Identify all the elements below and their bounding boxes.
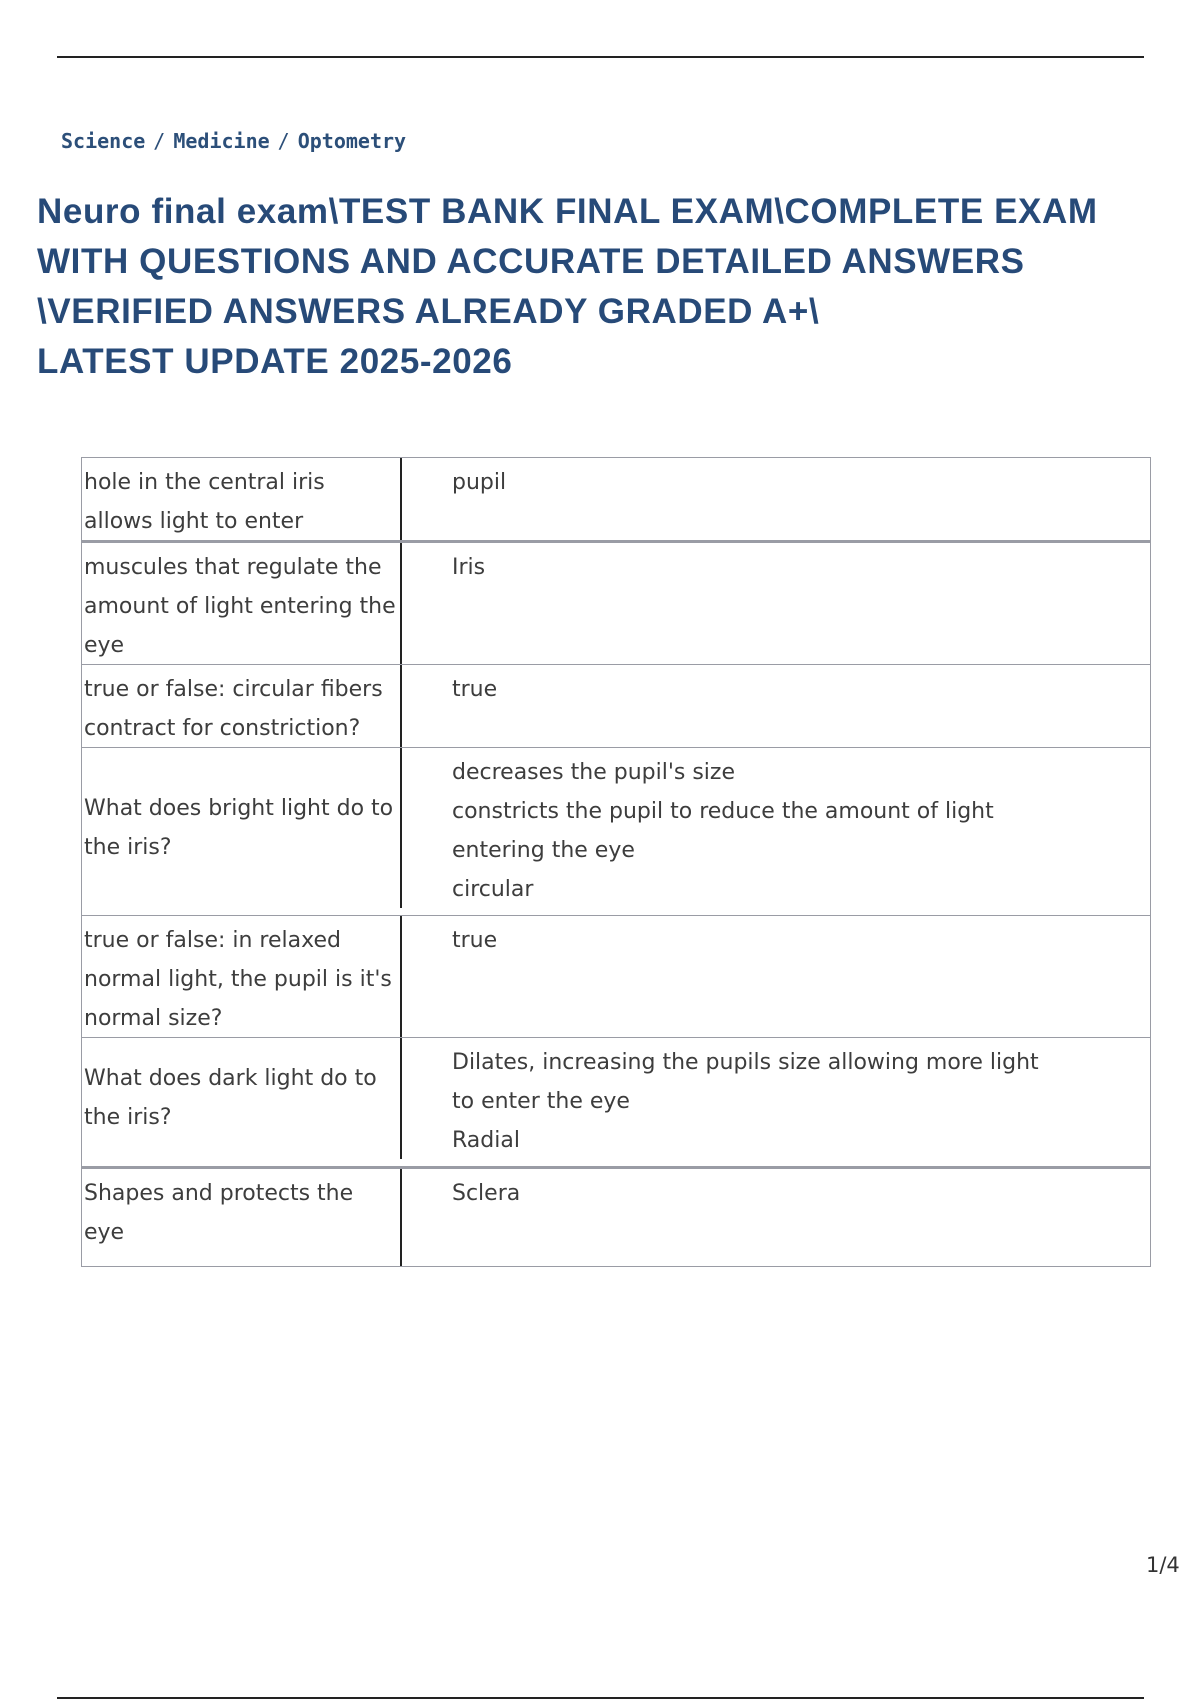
table-row [82, 458, 1151, 542]
answer-text: circular [452, 877, 534, 902]
table-row [82, 542, 1151, 665]
question-text: the iris? [84, 1105, 172, 1130]
answer-text: Radial [452, 1128, 520, 1153]
question-cell [82, 542, 403, 665]
document-title [37, 187, 1177, 387]
answer-text: Iris [452, 555, 486, 580]
breadcrumb-item-medicine[interactable]: Medicine [173, 129, 270, 153]
answer-text: true [452, 677, 498, 702]
question-text: normal light, the pupil is [84, 967, 353, 992]
question-text: it's normal size? [84, 967, 392, 1031]
qa-table [81, 457, 1151, 1267]
question-cell [82, 665, 403, 748]
question-cell [82, 916, 403, 1038]
question-text: What does dark light do to [84, 1066, 377, 1091]
answer-cell [402, 542, 1151, 665]
answer-text: to enter the eye [452, 1089, 630, 1114]
question-text: true or false: in relaxed [84, 928, 341, 953]
title-line: Neuro final exam\TEST BANK FINAL EXAM\COMPLETE EXAM [37, 192, 1098, 231]
top-rule [57, 56, 1144, 58]
answer-text: true [452, 928, 498, 953]
question-text: true or false: circular fibers [84, 677, 383, 702]
title-line: LATEST UPDATE 2025-2026 [37, 342, 513, 381]
answer-text: entering the eye [452, 838, 635, 863]
question-cell [82, 1038, 403, 1168]
answer-text: constricts the pupil to reduce the amount of light [452, 799, 994, 824]
breadcrumb-item-science[interactable]: Science [61, 129, 146, 153]
table-row [82, 1038, 1151, 1168]
question-text: muscules that regulate the [84, 555, 382, 580]
question-cell [82, 458, 403, 542]
table-row [82, 916, 1151, 1038]
question-text: Shapes and protects the [84, 1181, 354, 1206]
table-row [82, 748, 1151, 916]
breadcrumb-item-optometry[interactable]: Optometry [297, 129, 407, 153]
answer-text: Sclera [452, 1181, 521, 1206]
question-cell [82, 1168, 403, 1267]
answer-cell [402, 1038, 1151, 1168]
answer-text: decreases the pupil's size [452, 760, 735, 785]
answer-cell [402, 1168, 1151, 1267]
answer-cell [402, 916, 1151, 1038]
title-line: \VERIFIED ANSWERS ALREADY GRADED A+\ [37, 292, 820, 331]
question-text: contract for constriction? [84, 716, 361, 741]
question-text: What does bright light do [84, 795, 365, 821]
answer-cell [402, 458, 1151, 542]
question-text: the eye [84, 594, 396, 658]
answer-text: pupil [452, 470, 507, 495]
title-line: WITH QUESTIONS AND ACCURATE DETAILED ANSWERS [37, 242, 1025, 281]
answer-cell [402, 665, 1151, 748]
bottom-rule [57, 1697, 1144, 1699]
question-cell [82, 748, 403, 916]
answer-cell [402, 748, 1151, 916]
page-number: 1/4 [1146, 1553, 1180, 1577]
table-row [82, 1168, 1151, 1267]
breadcrumb [61, 129, 406, 153]
question-text: allows light to enter [84, 509, 304, 534]
question-text: to the iris? [84, 795, 394, 860]
question-text: hole in the central iris [84, 470, 325, 495]
answer-text: Dilates, increasing the pupils size allowing more light [452, 1050, 1039, 1075]
table-row [82, 665, 1151, 748]
breadcrumb-separator: / [277, 129, 290, 153]
breadcrumb-separator: / [153, 129, 166, 153]
question-text: eye [84, 1220, 125, 1245]
question-text: amount of light entering [84, 594, 353, 619]
